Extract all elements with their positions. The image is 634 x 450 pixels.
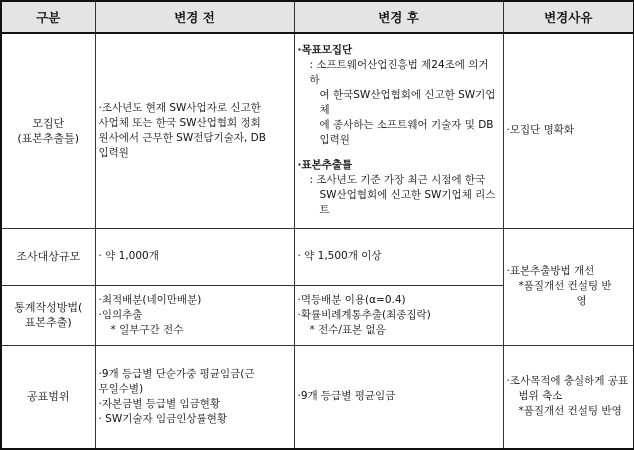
before-method [95, 285, 294, 345]
reason-scale-method [503, 228, 634, 345]
category-recruit-line2: (표본추출틀) [17, 131, 80, 145]
after-method-line2: ·확률비례계통추출(최종집락) [297, 308, 431, 321]
header-row [1, 1, 634, 33]
after-method-line3: * 전수/표본 없음 [309, 323, 386, 336]
before-method-line2: ·임의추출 [98, 308, 143, 321]
before-publish-line4: · SW기술자 임금인상률현황 [98, 412, 227, 425]
before-publish [95, 345, 294, 449]
before-recruit-line3: 원사에서 근무한 SW전담기술자, DB [98, 131, 266, 144]
table-row-recruit [1, 33, 634, 228]
before-scale: · 약 1,000개 [95, 228, 294, 285]
table-row-publish [1, 345, 634, 449]
category-publish: 공표범위 [1, 345, 95, 449]
after-recruit-title2: ·표본추출틀 [297, 159, 353, 172]
after-publish: ·9개 등급별 평균임금 [294, 345, 503, 449]
header-reason: 변경사유 [503, 1, 634, 33]
before-recruit-line1: ·조사년도 현재 SW사업자로 신고한 [98, 101, 261, 114]
category-method [1, 285, 95, 345]
after-recruit [294, 33, 503, 228]
reason-publish-line1: ·조사목적에 충실하게 공표 [506, 375, 629, 388]
header-category: 구분 [1, 1, 95, 33]
reason-publish-line2: 범위 축소 [518, 390, 563, 403]
reason-scale-method-line1: ·표본추출방법 개선 [506, 265, 595, 277]
after-recruit-title1: ·목표모집단 [297, 44, 353, 57]
after-recruit-body1-line1: : 소프트웨어산업진흥법 제24조에 의거하 [309, 59, 489, 87]
before-method-line3: * 일부구간 전수 [110, 323, 184, 336]
before-publish-line1: ·9개 등급별 단순가중 평균임금(근 [98, 367, 255, 380]
before-publish-line3: ·자본금별 등급별 임금현황 [98, 397, 221, 410]
after-method [294, 285, 503, 345]
reason-scale-method-line2: *품질개선 컨설팅 반 [518, 280, 612, 292]
after-recruit-body1-line3: 에 종사하는 소프트웨어 기술자 및 DB [319, 119, 494, 132]
after-recruit-body1-line4: 입력원 [319, 134, 350, 147]
after-scale: · 약 1,500개 이상 [294, 228, 503, 285]
before-recruit-line2: 사업체 또는 한국 SW산업협회 정회 [98, 116, 261, 129]
category-scale: 조사대상규모 [1, 228, 95, 285]
reason-publish-line3: *품질개선 컨설팅 반영 [518, 405, 622, 418]
table-row-scale [1, 228, 634, 285]
reason-recruit: ·모집단 명확화 [503, 33, 634, 228]
header-after: 변경 후 [294, 1, 503, 33]
category-method-line2: 표본추출) [24, 316, 72, 329]
category-method-line1: 통계작성방법( [14, 301, 83, 314]
header-before: 변경 전 [95, 1, 294, 33]
reason-scale-method-line3: 영 [576, 295, 587, 307]
before-method-line1: ·최적배분(네이만배분) [98, 293, 202, 306]
before-publish-line2: 무일수별) [98, 382, 144, 395]
before-recruit-line4: 입력원 [98, 146, 129, 159]
after-recruit-body2-line1: : 조사년도 기준 가장 최근 시점에 한국 [309, 174, 486, 187]
reason-publish [503, 345, 634, 449]
before-recruit [95, 33, 294, 228]
after-method-line1: ·멱등배분 이용(α=0.4) [297, 293, 406, 306]
after-recruit-body1-line2: 여 한국SW산업협회에 신고한 SW기업체 [319, 89, 496, 117]
category-recruit-line1: 모집단 [32, 116, 65, 130]
category-recruit [1, 33, 95, 228]
after-recruit-body2-line2: SW산업협회에 신고한 SW기업체 리스트 [319, 189, 496, 217]
